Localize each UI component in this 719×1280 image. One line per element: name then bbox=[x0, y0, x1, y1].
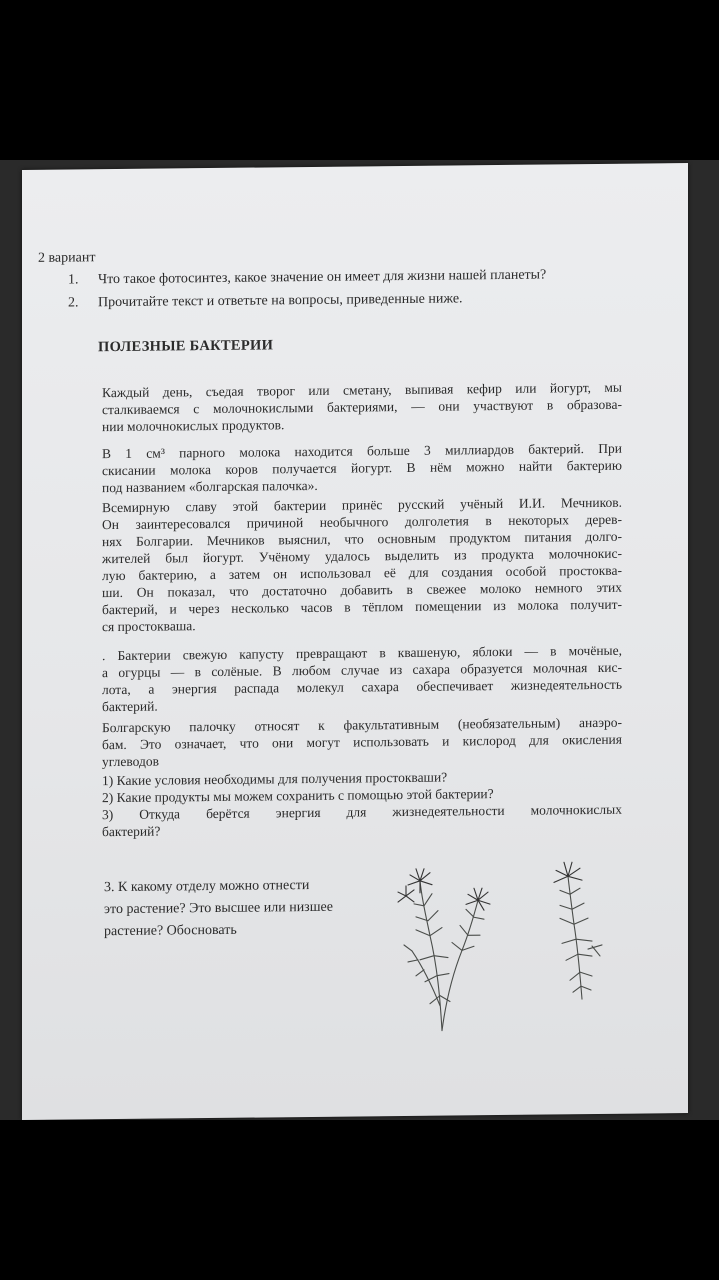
text-line: под названием «болгарская палочка». bbox=[102, 477, 318, 496]
sub-question-3-cont: бактерий? bbox=[102, 823, 161, 840]
text-line: лую бактерию, а затем он использовал её для создания особой простоква- bbox=[102, 562, 622, 584]
photo-area bbox=[0, 160, 719, 1120]
text-line: жителей был йогурт. Учёному удалось выделить из продукта молочнокис- bbox=[102, 545, 622, 567]
question-2-number: 2. bbox=[68, 295, 79, 311]
text-line: бам. Это означает, что они могут использовать и кислород для окисления bbox=[102, 731, 622, 753]
question-2-text: Прочитайте текст и ответьте на вопросы, приведенные ниже. bbox=[98, 291, 463, 311]
text-line: сталкиваемся с молочнокислыми бактериями, — они участвуют в образова- bbox=[102, 396, 622, 418]
text-line: Он заинтересовался причиной необычного долголетия в некоторых дерев- bbox=[102, 511, 622, 533]
paragraph-1 bbox=[102, 379, 622, 435]
text-line: Всемирную славу этой бактерии принёс русский учёный И.И. Мечников. bbox=[102, 494, 622, 516]
text-line: углеводов bbox=[102, 753, 159, 770]
paragraph-5 bbox=[102, 714, 622, 770]
text-line: растение? Обосновать bbox=[104, 922, 237, 940]
top-black-border bbox=[0, 0, 719, 160]
question-1 bbox=[68, 267, 546, 289]
task-3 bbox=[104, 874, 374, 943]
paragraph-4 bbox=[102, 642, 622, 715]
text-line: скисании молока коров получается йогурт. В нём можно найти бактерию bbox=[102, 457, 622, 479]
text-line: 3. К какому отделу можно отнести bbox=[104, 877, 310, 896]
text-line: Болгарскую палочку относят к факультативным (необязательным) анаэро- bbox=[102, 714, 622, 736]
worksheet-page bbox=[22, 163, 688, 1120]
text-line: Каждый день, съедая творог или сметану, выпивая кефир или йогурт, мы bbox=[102, 379, 622, 401]
question-1-text: Что такое фотосинтез, какое значение он имеет для жизни нашей планеты? bbox=[98, 267, 547, 288]
section-title: ПОЛЕЗНЫЕ БАКТЕРИИ bbox=[98, 337, 274, 356]
sub-question-3: 3) Откуда берётся энергия для жизнедеятельности молочнокислых bbox=[102, 801, 622, 823]
text-line: лота, а энергия распада молекул сахара обеспечивает жизнедеятельность bbox=[102, 676, 622, 698]
text-line: ся простокваша. bbox=[102, 618, 196, 635]
plant-drawing bbox=[382, 854, 622, 1047]
text-line: нии молочнокислых продуктов. bbox=[102, 417, 285, 435]
text-line: бактерий, и через несколько часов в тёплом помещении из молока получит- bbox=[102, 596, 622, 618]
sub-question-1: 1) Какие условия необходимы для получения простокваши? bbox=[102, 769, 448, 789]
text-line: это растение? Это высшее или низшее bbox=[104, 899, 333, 918]
text-line: В 1 см³ парного молока находится больше 3 миллиардов бактерий. При bbox=[102, 440, 622, 462]
text-line: а огурцы — в солёные. В любом случае из сахара образуется молочная кис- bbox=[102, 659, 622, 681]
plant-illustration bbox=[382, 854, 622, 1047]
text-line: нях Болгарии. Мечников выяснил, что основным продуктом питания долго- bbox=[102, 528, 622, 550]
bottom-black-border bbox=[0, 1120, 719, 1280]
sub-question-2: 2) Какие продукты мы можем сохранить с помощью этой бактерии? bbox=[102, 786, 494, 806]
sub-questions bbox=[102, 767, 622, 840]
paragraph-3 bbox=[102, 494, 622, 635]
question-1-number: 1. bbox=[68, 272, 79, 288]
text-line: бактерий. bbox=[102, 698, 158, 715]
text-line: ши. Он показал, что достаточно добавить в свежее молоко немного этих bbox=[102, 579, 622, 601]
variant-label: 2 вариант bbox=[38, 250, 96, 266]
question-2 bbox=[68, 290, 463, 311]
text-line: . Бактерии свежую капусту превращают в квашеную, яблоки — в мочёные, bbox=[102, 642, 622, 664]
paragraph-2 bbox=[102, 440, 622, 496]
